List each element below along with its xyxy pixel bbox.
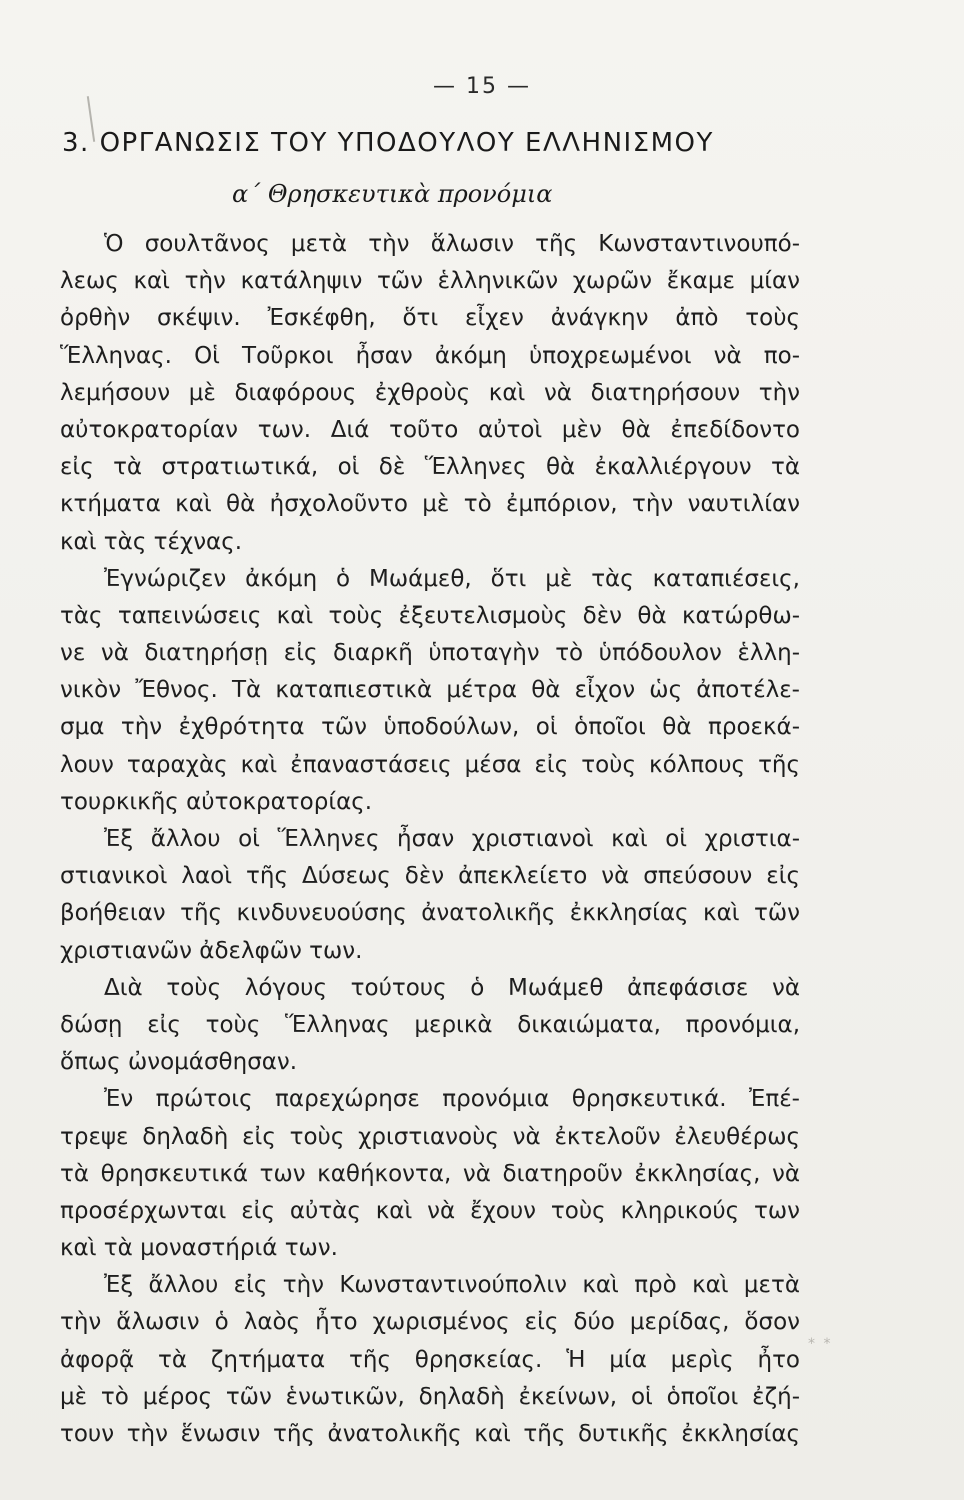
text-line: σμα τὴν ἐχθρότητα τῶν ὑποδούλων, οἱ ὁποῖοι θὰ προεκά-: [60, 714, 800, 741]
text-line: κτήματα καὶ θὰ ἠσχολοῦντο μὲ τὸ ἐμπόριον, τὴν ναυτιλίαν: [60, 491, 800, 518]
text-line: Ὁ σουλτᾶνος μετὰ τὴν ἅλωσιν τῆς Κωνσταντινουπό-: [104, 231, 800, 257]
text-line: Ἐγνώριζεν ἀκόμη ὁ Μωάμεθ, ὅτι μὲ τὰς καταπιέσεις,: [104, 565, 800, 592]
text-line: μὲ τὸ μέρος τῶν ἑνωτικῶν, δηλαδὴ ἐκείνων, οἱ ὁποῖοι ἐζή-: [60, 1383, 800, 1410]
text-line: Ἐξ ἄλλου οἱ Ἕλληνες ἦσαν χριστιανοὶ καὶ οἱ χριστια-: [104, 826, 800, 852]
text-line: ὀρθὴν σκέψιν. Ἐσκέφθη, ὅτι εἶχεν ἀνάγκην ἀπὸ τοὺς: [60, 305, 800, 332]
text-line: ἀφορᾷ τὰ ζητήματα τῆς θρησκείας. Ἡ μία μερὶς ἦτο: [60, 1346, 800, 1373]
text-line: τουρκικῆς αὐτοκρατορίας.: [60, 788, 373, 815]
text-line: προσέρχωνται εἰς αὐτὰς καὶ νὰ ἔχουν τοὺς κληρικούς των: [60, 1197, 800, 1224]
text-line: Ἐξ ἄλλου εἰς τὴν Κωνσταντινούπολιν καὶ πρὸ καὶ μετὰ: [104, 1272, 800, 1299]
text-line: δώσῃ εἰς τοὺς Ἕλληνας μερικὰ δικαιώματα, προνόμια,: [60, 1011, 800, 1038]
text-line: τὰς ταπεινώσεις καὶ τοὺς ἐξευτελισμοὺς δὲν θὰ κατώρθω-: [60, 602, 800, 629]
footer-mark: * *: [808, 1336, 833, 1352]
text-line: νικὸν Ἔθνος. Τὰ καταπιεστικὰ μέτρα θὰ εἶχον ὡς ἀποτέλε-: [60, 677, 800, 704]
text-line: τρεψε δηλαδὴ εἰς τοὺς χριστιανοὺς νὰ ἐκτελοῦν ἐλευθέρως: [60, 1123, 800, 1150]
text-line: λουν ταραχὰς καὶ ἐπαναστάσεις μέσα εἰς τοὺς κόλπους τῆς: [60, 751, 800, 778]
page-number: — 15 —: [433, 74, 531, 99]
text-line: αὐτοκρατορίαν των. Διά τοῦτο αὐτοὶ μὲν θὰ ἐπεδίδοντο: [60, 416, 800, 443]
section-subheading: α΄ Θρησκευτικὰ προνόμια: [232, 180, 553, 208]
text-line: νε νὰ διατηρήσῃ εἰς διαρκῆ ὑποταγὴν τὸ ὑπόδουλον ἑλλη-: [60, 640, 800, 667]
text-line: ὅπως ὠνομάσθησαν.: [60, 1049, 298, 1076]
text-line: τὰ θρησκευτικά των καθήκοντα, νὰ διατηροῦν ἐκκλησίας, νὰ: [60, 1160, 800, 1187]
text-line: καὶ τὰς τέχνας.: [60, 528, 243, 555]
text-line: λεμήσουν μὲ διαφόρους ἐχθροὺς καὶ νὰ διατηρήσουν τὴν: [60, 379, 800, 406]
text-line: στιανικοὶ λαοὶ τῆς Δύσεως δὲν ἀπεκλείετο νὰ σπεύσουν εἰς: [60, 863, 800, 890]
text-line: τὴν ἅλωσιν ὁ λαὸς ἦτο χωρισμένος εἰς δύο μερίδας, ὅσον: [60, 1309, 800, 1336]
text-line: εἰς τὰ στρατιωτικά, οἱ δὲ Ἕλληνες θὰ ἐκαλλιέργουν τὰ: [60, 454, 800, 481]
text-line: βοήθειαν τῆς κινδυνευούσης ἀνατολικῆς ἐκκλησίας καὶ τῶν: [60, 900, 800, 927]
text-line: Ἕλληνας. Οἱ Τοῦρκοι ἦσαν ἀκόμη ὑποχρεωμένοι νὰ πο-: [60, 342, 800, 369]
chapter-heading: 3. ΟΡΓΑΝΩΣΙΣ ΤΟΥ ΥΠΟΔΟΥΛΟΥ ΕΛΛΗΝΙΣΜΟΥ: [62, 128, 714, 158]
text-line: καὶ τὰ μοναστήριά των.: [60, 1235, 338, 1262]
text-line: Ἐν πρώτοις παρεχώρησε προνόμια θρησκευτικά. Ἐπέ-: [104, 1086, 800, 1113]
text-line: χριστιανῶν ἀδελφῶν των.: [60, 937, 363, 964]
text-line: Διὰ τοὺς λόγους τούτους ὁ Μωάμεθ ἀπεφάσισε νὰ: [104, 974, 800, 1001]
text-line: λεως καὶ τὴν κατάληψιν τῶν ἑλληνικῶν χωρῶν ἔκαμε μίαν: [60, 268, 800, 295]
body-text: [60, 226, 800, 1453]
text-line: τουν τὴν ἕνωσιν τῆς ἀνατολικῆς καὶ τῆς δυτικῆς ἐκκλησίας: [60, 1421, 800, 1447]
